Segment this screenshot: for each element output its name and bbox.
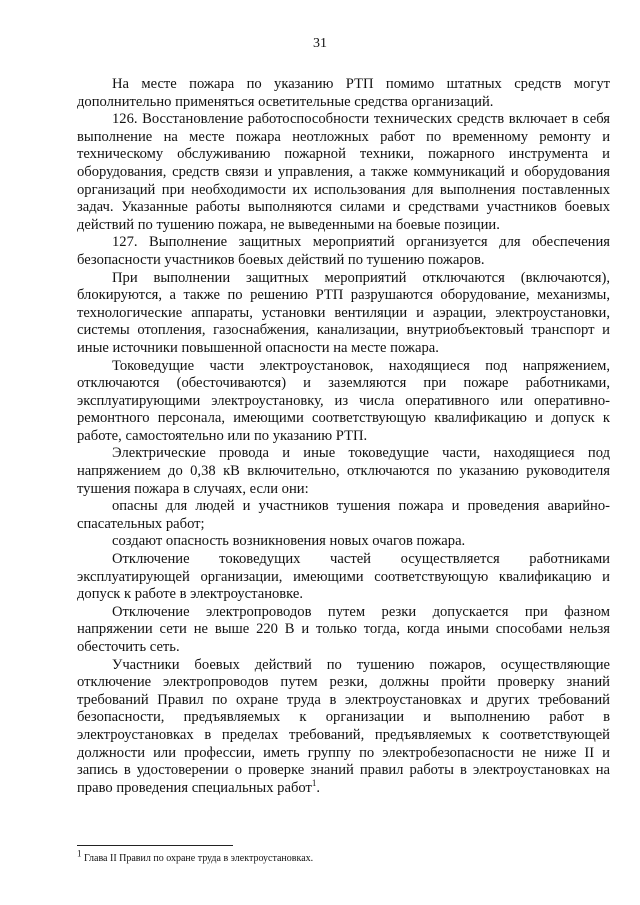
footnote xyxy=(77,848,610,865)
paragraph: Токоведущие части электроустановок, находящиеся под напряжением, отключаются (обесточиваются) и заземляются при пожаре работниками, эксплуатирующими электроустановку, из числа оперативного или оперативно-ремонтного персонала, имеющими соответствующую квалификацию и допуск к работе, самостоятельно или по указанию РТП. xyxy=(77,357,610,444)
page-number: 31 xyxy=(313,36,327,51)
paragraph: Отключение электропроводов путем резки допускается при фазном напряжении сети не выше 220 В и только тогда, когда иными способами нельзя обесточить сеть. xyxy=(77,603,610,655)
paragraph-126: 126. Восстановление работоспособности технических средств включает в себя выполнение на месте пожара неотложных работ по временному ремонту и техническому обслуживанию пожарной техники, пожарного инструмента и оборудования, средств связи и управления, а также коммуникаций и оборудования организаций при необходимости их использования для выполнения поставленных задач. Указанные работы выполняются силами и средствами участников боевых действий по тушению пожара, не выведенными на боевые позиции. xyxy=(77,111,610,233)
paragraph: Электрические провода и иные токоведущие части, находящиеся под напряжением до 0,38 кВ включительно, отключаются по указанию руководителя тушения пожара в случаях, если они: xyxy=(77,445,610,497)
footnote-reference: 1 xyxy=(311,777,317,788)
paragraph-last-end: . xyxy=(316,779,321,796)
footnote-marker: 1 xyxy=(77,848,82,859)
footnote-text: Глава II Правил по охране труда в электроустановках. xyxy=(81,853,314,864)
body-text xyxy=(77,76,610,797)
paragraph-127: 127. Выполнение защитных мероприятий организуется для обеспечения безопасности участников боевых действий по тушению пожаров. xyxy=(77,234,610,268)
paragraph-last xyxy=(77,657,610,798)
list-item: опасны для людей и участников тушения пожара и проведения аварийно-спасательных работ; xyxy=(77,498,610,532)
paragraph: Отключение токоведущих частей осуществляется работниками эксплуатирующей организации, имеющими соответствующую квалификацию и допуск к работе в электроустановке. xyxy=(77,551,610,603)
paragraph-last-text: Участники боевых действий по тушению пожаров, осуществляющие отключение электропроводов путем резки, должны пройти проверку знаний требований Правил по охране труда в электроустановках и других требований безопасности, предъявляемых к организации и выполнению работ в электроустановках в пределах требований, предъявляемых к соответствующей должности или профессии, иметь группу по электробезопасности не ниже II и запись в удостоверении о проверке знаний правил работы в электроустановках на право проведения специальных работ xyxy=(77,656,610,796)
paragraph: При выполнении защитных мероприятий отключаются (включаются), блокируются, а также по решению РТП разрушаются оборудование, механизмы, технологические аппараты, установки вентиляции и аэрации, электроустановки, системы отопления, газоснабжения, канализации, внутриобъектовый транспорт и иные источники повышенной опасности на месте пожара. xyxy=(77,269,610,356)
list-item: создают опасность возникновения новых очагов пожара. xyxy=(112,533,466,550)
footnote-divider xyxy=(77,845,233,846)
paragraph: На месте пожара по указанию РТП помимо штатных средств могут дополнительно применяться осветительные средства организаций. xyxy=(77,76,610,110)
